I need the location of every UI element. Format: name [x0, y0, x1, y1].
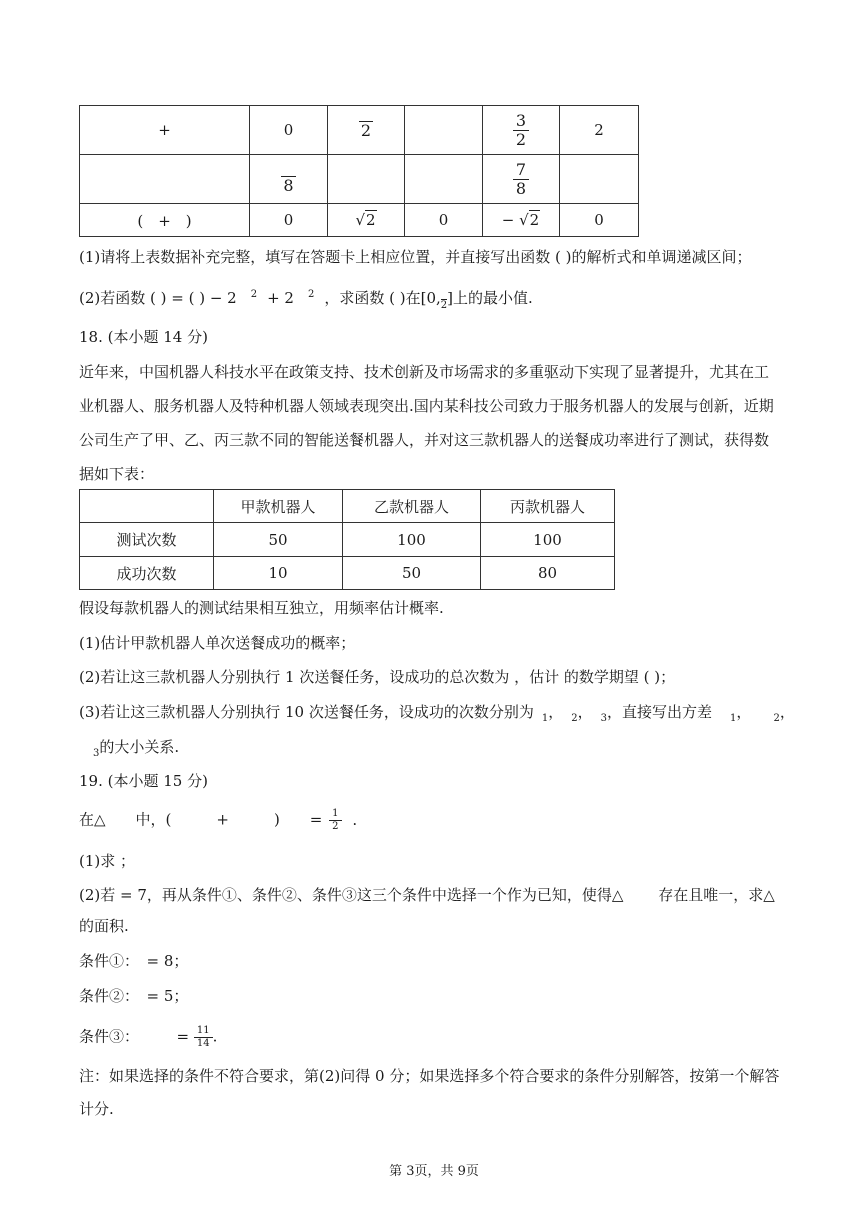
- table-header-cell: 乙款机器人: [343, 490, 481, 523]
- table-cell: 50: [214, 523, 343, 557]
- p19-equation: 在△ 中，( + ) = $\frac{1}{2}$ .: [79, 808, 358, 832]
- p18-question-1: (1)估计甲款机器人单次送餐成功的概率；: [79, 634, 356, 652]
- p18-paragraph-line: 近年来，中国机器人科技水平在政策支持、技术创新及市场需求的多重驱动下实现了显著提升，尤其在工: [79, 363, 770, 381]
- table-cell: 100: [481, 523, 615, 557]
- robot-table-row: [80, 557, 615, 590]
- table-cell: [483, 204, 560, 237]
- p18-heading: 18. (本小题 14 分): [79, 328, 208, 346]
- fraction-denominator: 2: [515, 129, 527, 149]
- fraction: $\frac{11}{14}$: [194, 1026, 213, 1049]
- p18-assumption: 假设每款机器人的测试结果相互独立，用频率估计概率.: [79, 599, 444, 617]
- p19-condition-3: 条件③： = $\frac{11}{14}$ .: [79, 1025, 218, 1049]
- table-cell: 0: [250, 204, 328, 237]
- fraction: 2: [441, 288, 447, 311]
- table-cell: 0: [250, 106, 328, 155]
- overlined-value: 2: [360, 120, 372, 140]
- table-cell: +: [80, 106, 250, 155]
- table-cell: [405, 155, 483, 204]
- p19-condition-1: 条件①： = 8；: [79, 952, 189, 970]
- table-cell: [80, 155, 250, 204]
- table-cell: [483, 106, 560, 155]
- table-header-cell: 甲款机器人: [214, 490, 343, 523]
- p19-question-1: (1)求 ；: [79, 852, 136, 870]
- p17-question-1: (1)请将上表数据补充完整，填写在答题卡上相应位置，并直接写出函数 ( )的解析式和单调递减区间；: [79, 248, 752, 266]
- page-footer: 第 3页，共 9页: [389, 1164, 479, 1179]
- robot-table-row: [80, 523, 615, 557]
- table-cell: 测试次数: [80, 523, 214, 557]
- fraction-numerator: 7: [513, 162, 529, 180]
- table-cell: [405, 106, 483, 155]
- table-cell: 2: [560, 106, 639, 155]
- table-cell: 100: [343, 523, 481, 557]
- table-cell: ( + ): [80, 204, 250, 237]
- p18-paragraph-line: 公司生产了甲、乙、丙三款不同的智能送餐机器人，并对这三款机器人的送餐成功率进行了测试，获得数: [79, 431, 770, 449]
- overlined-value: 8: [283, 176, 294, 195]
- p18-paragraph-line: 据如下表：: [79, 465, 155, 483]
- sqrt-value: √2: [355, 211, 376, 229]
- fraction-denominator: 8: [515, 178, 527, 198]
- table-cell: 80: [481, 557, 615, 590]
- trig-table: [79, 105, 639, 237]
- fraction: [513, 159, 529, 198]
- p18-paragraph-line: 业机器人、服务机器人及特种机器人领域表现突出.国内某科技公司致力于服务机器人的发展与创新，近期: [79, 397, 774, 415]
- trig-table-row: [80, 106, 639, 155]
- fraction: $\frac{1}{2}$: [329, 809, 341, 832]
- table-cell: 10: [214, 557, 343, 590]
- table-cell: 0: [560, 204, 639, 237]
- table-cell: [328, 106, 405, 155]
- p18-question-3: (3)若让这三款机器人分别执行 10 次送餐任务，设成功的次数分别为 $_1$， $_2$， $_3$，直接写出方差 $_1$， $_2$，: [79, 703, 795, 724]
- table-cell: [328, 155, 405, 204]
- table-cell: [560, 155, 639, 204]
- trig-table-row: [80, 204, 639, 237]
- p19-question-2: (2)若 = 7，再从条件①、条件②、条件③这三个条件中选择一个作为已知，使得△ 存在且唯一，求△: [79, 886, 775, 904]
- table-header-cell: 丙款机器人: [481, 490, 615, 523]
- robot-table: [79, 489, 615, 590]
- p19-note-line: 注：如果选择的条件不符合要求，第(2)问得 0 分；如果选择多个符合要求的条件分别解答，按第一个解答: [79, 1067, 780, 1085]
- trig-table-row: [80, 155, 639, 204]
- table-header-cell: [80, 490, 214, 523]
- table-cell: [328, 204, 405, 237]
- table-cell: [250, 155, 328, 204]
- p18-question-3-cont: $_3$的大小关系.: [93, 738, 180, 759]
- table-cell: 成功次数: [80, 557, 214, 590]
- p18-question-2: (2)若让这三款机器人分别执行 1 次送餐任务，设成功的总次数为 ，估计 的数学期望 ( )；: [79, 668, 676, 686]
- fraction: [513, 110, 529, 149]
- fraction-numerator: 3: [513, 113, 529, 131]
- p19-note-line: 计分.: [79, 1100, 114, 1118]
- table-cell: [483, 155, 560, 204]
- sqrt-value: − √2: [501, 211, 540, 229]
- table-cell: 0: [405, 204, 483, 237]
- p19-question-2-cont: 的面积.: [79, 917, 129, 935]
- p17-question-2: (2)若函数 ( ) = ( ) − 2 $^2$ + 2 $^2$ ，求函数 ( )在[0, 2 ]上的最小值.: [79, 289, 533, 311]
- table-cell: 50: [343, 557, 481, 590]
- robot-table-header: [80, 490, 615, 523]
- p19-condition-2: 条件②： = 5；: [79, 987, 189, 1005]
- p19-heading: 19. (本小题 15 分): [79, 772, 208, 790]
